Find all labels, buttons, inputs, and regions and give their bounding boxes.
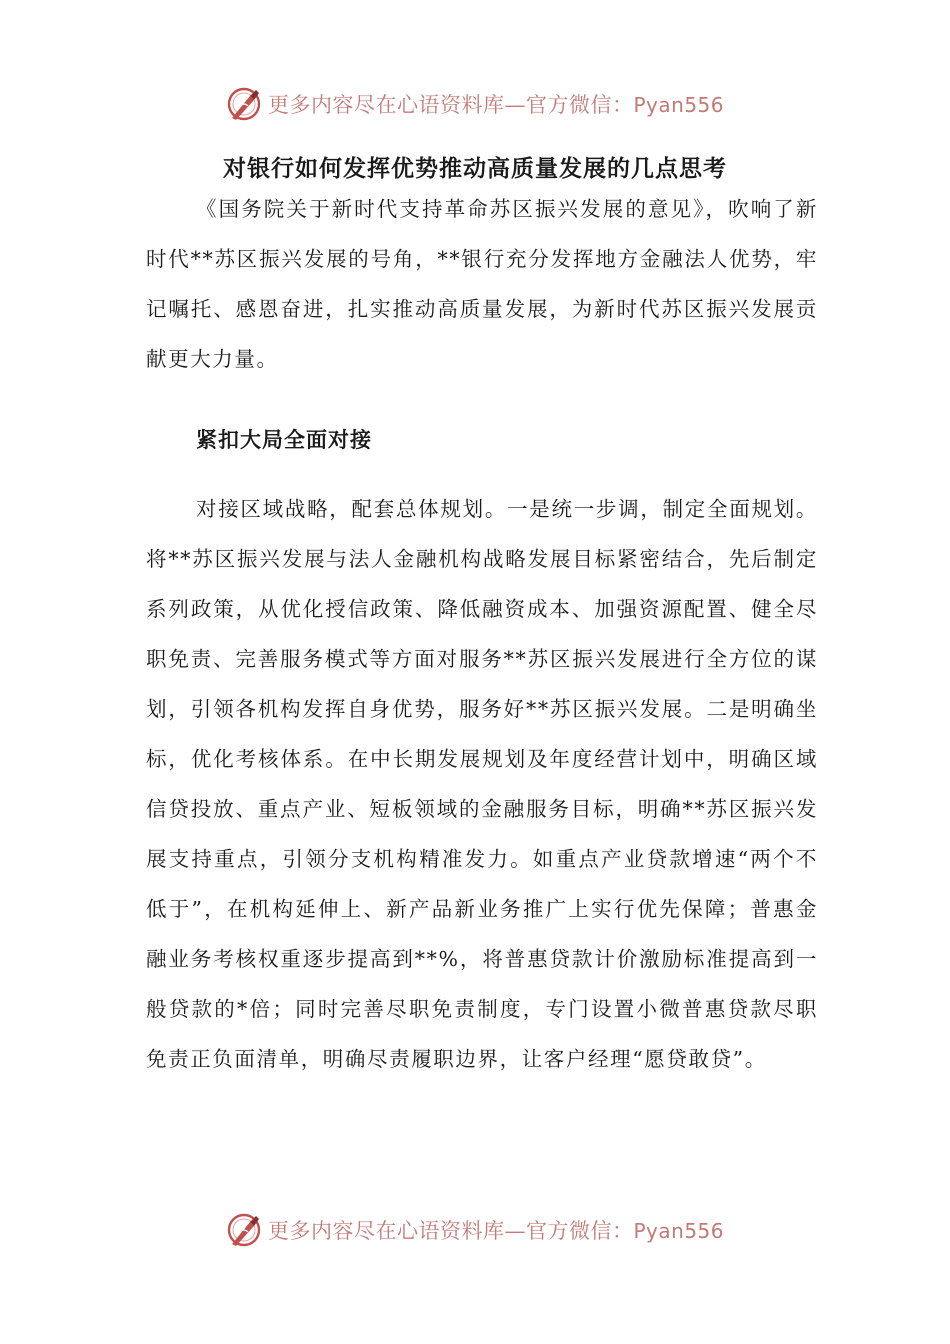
banner-text: 更多内容尽在心语资料库—官方微信：Pyan556 [267, 1219, 724, 1243]
header-banner [0, 84, 950, 124]
intro-paragraph: 《国务院关于新时代支持革命苏区振兴发展的意见》，吹响了新时代**苏区振兴发展的号角，**银行充分发挥地方金融法人优势，牢记嘱托、感恩奋进，扎实推动高质量发展，为新时代苏区振兴发展贡献更大力量。 [146, 197, 818, 371]
pen-circle-logo-icon [226, 1212, 262, 1248]
document-title: 对银行如何发挥优势推动高质量发展的几点思考 [223, 156, 727, 182]
wechat-id: Pyan556 [633, 1219, 724, 1243]
footer-banner [0, 1210, 950, 1250]
wechat-id: Pyan556 [633, 93, 724, 117]
section-paragraph: 对接区域战略，配套总体规划。一是统一步调，制定全面规划。将**苏区振兴发展与法人金融机构战略发展目标紧密结合，先后制定系列政策，从优化授信政策、降低融资成本、加强资源配置、健全尽职免责、完善服务模式等方面对服务**苏区振兴发展进行全方位的谋划，引领各机构发挥自身优势，服务好**苏区振兴发展。二是明确坐标，优化考核体系。在中长期发展规划及年度经营计划中，明确区域信贷投放、重点产业、短板领域的金融服务目标，明确**苏区振兴发展支持重点，引领分支机构精准发力。如重点产业贷款增速“两个不低于”，在机构延伸上、新产品新业务推广上实行优先保障；普惠金融业务考核权重逐步提高到**%，将普惠贷款计价激励标准提高到一般贷款的*倍；同时完善尽职免责制度，专门设置小微普惠贷款尽职免责正负面清单，明确尽责履职边界，让客户经理“愿贷敢贷”。 [146, 497, 818, 1071]
pen-circle-logo-icon [226, 86, 262, 122]
section-heading: 紧扣大局全面对接 [196, 428, 372, 452]
banner-text: 更多内容尽在心语资料库—官方微信：Pyan556 [267, 93, 724, 117]
